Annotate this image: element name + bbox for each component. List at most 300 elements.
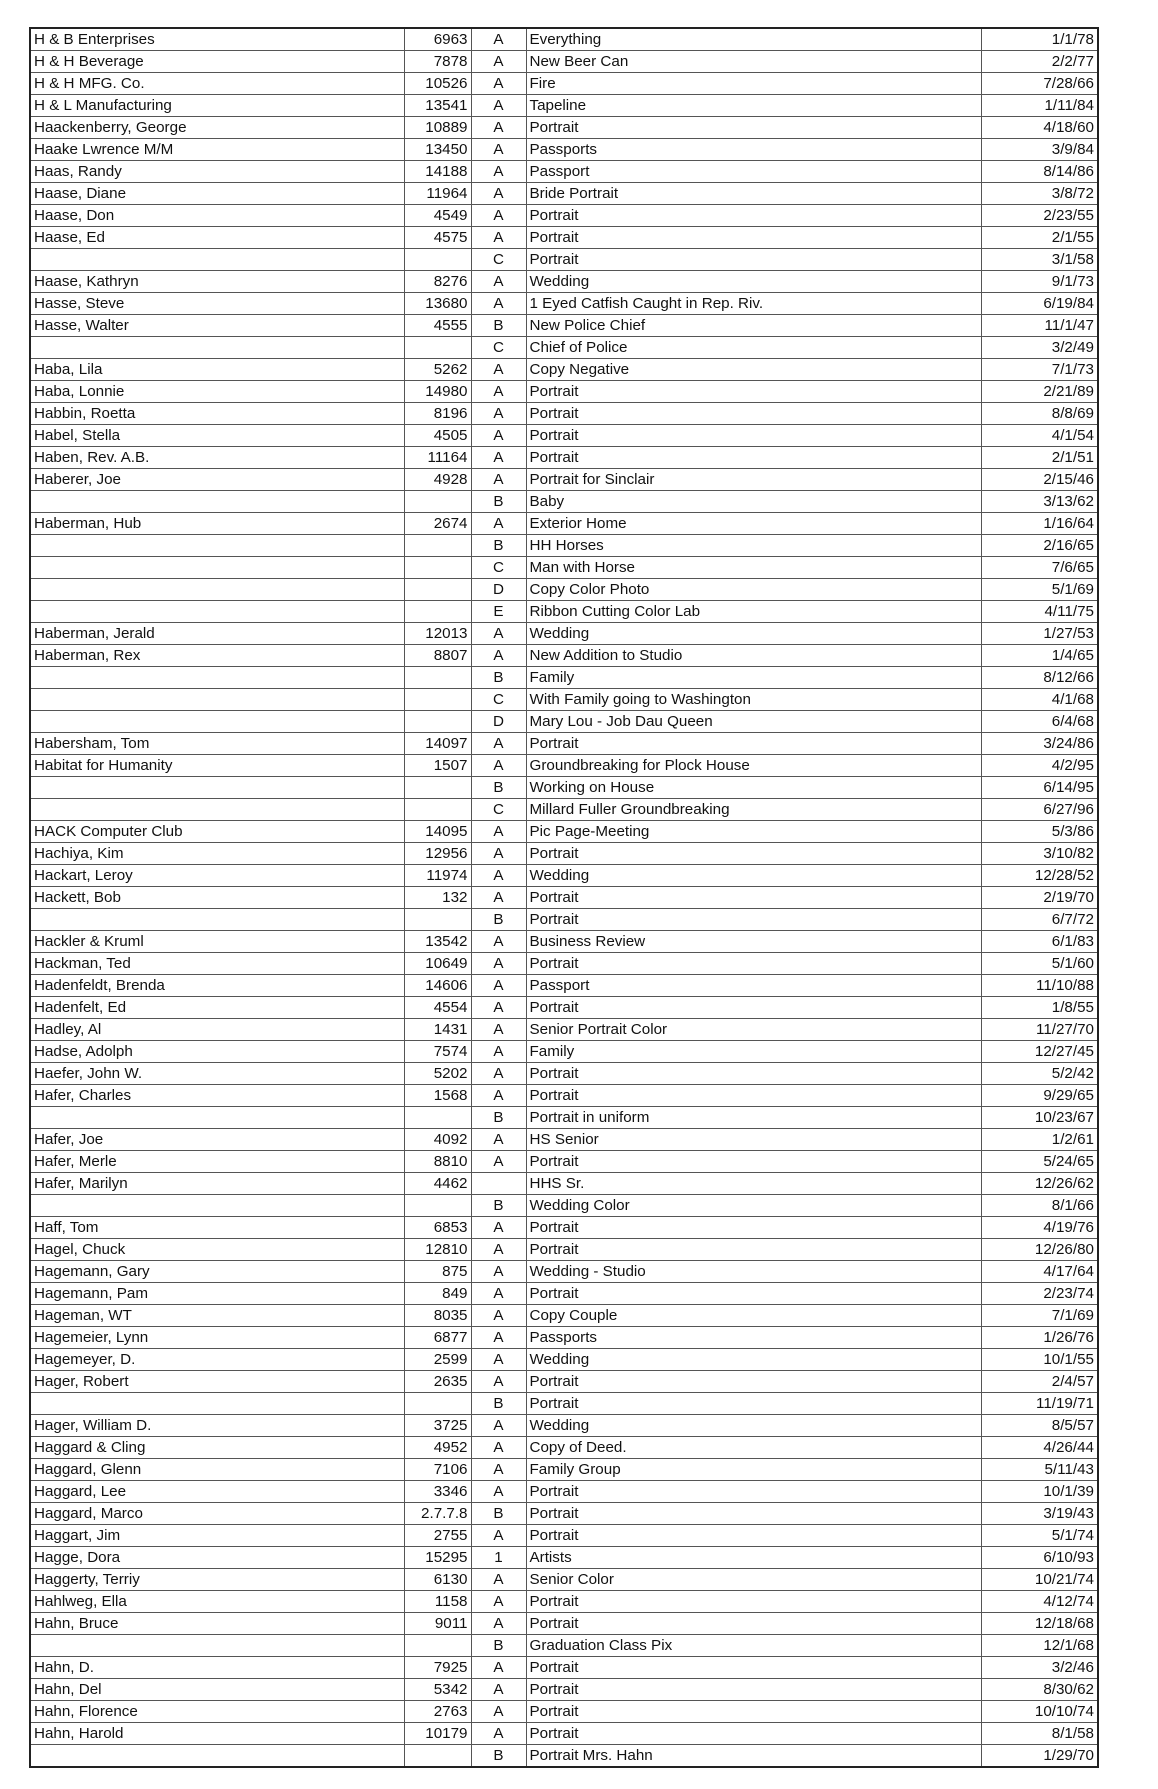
record-date: 1/27/53 [981, 623, 1098, 645]
table-row [30, 601, 1098, 623]
record-letter: 1 [471, 1547, 526, 1569]
table-row [30, 667, 1098, 689]
record-description: Portrait [526, 909, 981, 931]
record-sheet [29, 27, 1097, 1768]
record-description: Portrait [526, 1283, 981, 1305]
record-number: 1158 [404, 1591, 471, 1613]
record-number: 6963 [404, 28, 471, 51]
record-description: Passports [526, 139, 981, 161]
record-date: 2/23/74 [981, 1283, 1098, 1305]
record-number: 7574 [404, 1041, 471, 1063]
record-description: Passport [526, 161, 981, 183]
record-letter: A [471, 623, 526, 645]
record-letter: B [471, 1393, 526, 1415]
record-number: 1568 [404, 1085, 471, 1107]
record-date: 3/2/46 [981, 1657, 1098, 1679]
record-number: 7925 [404, 1657, 471, 1679]
record-name: Haefer, John W. [30, 1063, 404, 1085]
record-date: 5/1/60 [981, 953, 1098, 975]
record-description: Wedding [526, 1415, 981, 1437]
record-description: Family [526, 667, 981, 689]
table-row [30, 1261, 1098, 1283]
record-date: 10/1/55 [981, 1349, 1098, 1371]
record-description: Chief of Police [526, 337, 981, 359]
record-name: Hackart, Leroy [30, 865, 404, 887]
records-table [29, 27, 1099, 1768]
record-date: 12/26/62 [981, 1173, 1098, 1195]
record-description: With Family going to Washington [526, 689, 981, 711]
record-number [404, 667, 471, 689]
record-letter: A [471, 1019, 526, 1041]
table-row [30, 1129, 1098, 1151]
record-name: Haackenberry, George [30, 117, 404, 139]
record-number [404, 1107, 471, 1129]
record-name: Haase, Diane [30, 183, 404, 205]
record-number: 11964 [404, 183, 471, 205]
record-name: Hafer, Joe [30, 1129, 404, 1151]
record-date: 8/12/66 [981, 667, 1098, 689]
table-row [30, 821, 1098, 843]
record-letter: B [471, 777, 526, 799]
table-row [30, 1173, 1098, 1195]
record-name: Hahlweg, Ella [30, 1591, 404, 1613]
record-description: Portrait [526, 117, 981, 139]
record-number: 4462 [404, 1173, 471, 1195]
record-name: Haben, Rev. A.B. [30, 447, 404, 469]
record-letter: A [471, 1349, 526, 1371]
table-row [30, 491, 1098, 513]
record-number: 6877 [404, 1327, 471, 1349]
record-date: 1/16/64 [981, 513, 1098, 535]
record-letter: A [471, 161, 526, 183]
record-letter: B [471, 491, 526, 513]
record-number: 4505 [404, 425, 471, 447]
record-date: 3/24/86 [981, 733, 1098, 755]
record-name: Hagel, Chuck [30, 1239, 404, 1261]
record-number: 14095 [404, 821, 471, 843]
record-description: Portrait [526, 1151, 981, 1173]
record-description: Wedding [526, 1349, 981, 1371]
record-letter: A [471, 425, 526, 447]
record-letter: B [471, 1195, 526, 1217]
record-name: H & B Enterprises [30, 28, 404, 51]
record-letter: A [471, 1371, 526, 1393]
record-date: 10/10/74 [981, 1701, 1098, 1723]
record-description: Portrait Mrs. Hahn [526, 1745, 981, 1768]
record-description: Wedding - Studio [526, 1261, 981, 1283]
record-name: Hadse, Adolph [30, 1041, 404, 1063]
record-description: New Addition to Studio [526, 645, 981, 667]
record-letter: A [471, 821, 526, 843]
record-number: 5202 [404, 1063, 471, 1085]
record-letter: A [471, 1327, 526, 1349]
table-row [30, 315, 1098, 337]
table-row [30, 645, 1098, 667]
record-description: Everything [526, 28, 981, 51]
record-number: 15295 [404, 1547, 471, 1569]
record-date: 4/11/75 [981, 601, 1098, 623]
record-letter: A [471, 1283, 526, 1305]
record-letter: A [471, 403, 526, 425]
record-date: 4/1/68 [981, 689, 1098, 711]
record-date: 12/27/45 [981, 1041, 1098, 1063]
record-name: H & H Beverage [30, 51, 404, 73]
table-row [30, 1217, 1098, 1239]
record-description: Groundbreaking for Plock House [526, 755, 981, 777]
record-letter: A [471, 95, 526, 117]
table-row [30, 843, 1098, 865]
table-row [30, 1547, 1098, 1569]
record-letter: A [471, 931, 526, 953]
record-date: 1/1/78 [981, 28, 1098, 51]
record-number [404, 711, 471, 733]
record-number: 8035 [404, 1305, 471, 1327]
record-description: Portrait [526, 1525, 981, 1547]
record-date: 4/12/74 [981, 1591, 1098, 1613]
record-letter: A [471, 447, 526, 469]
record-letter: A [471, 645, 526, 667]
record-letter: C [471, 557, 526, 579]
table-row [30, 975, 1098, 997]
record-name [30, 689, 404, 711]
record-date: 9/1/73 [981, 271, 1098, 293]
record-name: Haberman, Rex [30, 645, 404, 667]
record-description: Baby [526, 491, 981, 513]
record-date: 7/28/66 [981, 73, 1098, 95]
record-description: Exterior Home [526, 513, 981, 535]
table-row [30, 887, 1098, 909]
record-name: Haase, Kathryn [30, 271, 404, 293]
record-description: Portrait [526, 205, 981, 227]
record-number: 3725 [404, 1415, 471, 1437]
record-letter: A [471, 139, 526, 161]
record-letter: A [471, 1305, 526, 1327]
record-number: 14980 [404, 381, 471, 403]
table-row [30, 1239, 1098, 1261]
record-number: 132 [404, 887, 471, 909]
record-description: Tapeline [526, 95, 981, 117]
record-date: 2/19/70 [981, 887, 1098, 909]
table-row [30, 1349, 1098, 1371]
record-number: 8276 [404, 271, 471, 293]
record-letter: A [471, 1569, 526, 1591]
record-number: 2674 [404, 513, 471, 535]
record-date: 6/27/96 [981, 799, 1098, 821]
record-date: 3/1/58 [981, 249, 1098, 271]
record-date: 1/11/84 [981, 95, 1098, 117]
record-date: 5/24/65 [981, 1151, 1098, 1173]
record-letter: A [471, 205, 526, 227]
record-name [30, 777, 404, 799]
table-row [30, 1041, 1098, 1063]
record-letter: A [471, 1151, 526, 1173]
record-name: Habitat for Humanity [30, 755, 404, 777]
record-letter: B [471, 1635, 526, 1657]
record-name [30, 1195, 404, 1217]
record-name: Haas, Randy [30, 161, 404, 183]
record-name [30, 909, 404, 931]
record-number: 13542 [404, 931, 471, 953]
record-description: Wedding [526, 865, 981, 887]
record-name [30, 491, 404, 513]
record-number: 2599 [404, 1349, 471, 1371]
record-number: 875 [404, 1261, 471, 1283]
table-row [30, 337, 1098, 359]
record-name: H & H MFG. Co. [30, 73, 404, 95]
table-row [30, 909, 1098, 931]
record-date: 1/29/70 [981, 1745, 1098, 1768]
table-row [30, 711, 1098, 733]
record-description: Mary Lou - Job Dau Queen [526, 711, 981, 733]
record-name: H & L Manufacturing [30, 95, 404, 117]
record-description: Portrait [526, 447, 981, 469]
record-number: 5262 [404, 359, 471, 381]
record-letter: D [471, 579, 526, 601]
record-number: 12810 [404, 1239, 471, 1261]
record-number: 4549 [404, 205, 471, 227]
record-letter: A [471, 887, 526, 909]
record-name: Hackman, Ted [30, 953, 404, 975]
record-description: Senior Color [526, 1569, 981, 1591]
record-name: Hackett, Bob [30, 887, 404, 909]
record-description: HHS Sr. [526, 1173, 981, 1195]
record-number: 14097 [404, 733, 471, 755]
record-name: Haggard, Lee [30, 1481, 404, 1503]
record-name: Haberman, Hub [30, 513, 404, 535]
record-name: Hagemann, Gary [30, 1261, 404, 1283]
table-row [30, 623, 1098, 645]
record-number: 5342 [404, 1679, 471, 1701]
record-letter: C [471, 799, 526, 821]
table-row [30, 1657, 1098, 1679]
record-number: 13450 [404, 139, 471, 161]
record-description: Portrait [526, 1723, 981, 1745]
record-name: Hasse, Walter [30, 315, 404, 337]
record-name: Hagemann, Pam [30, 1283, 404, 1305]
record-letter: A [471, 1657, 526, 1679]
record-name: Hager, Robert [30, 1371, 404, 1393]
record-description: Passport [526, 975, 981, 997]
record-number: 12956 [404, 843, 471, 865]
record-name: Hackler & Kruml [30, 931, 404, 953]
record-date: 3/13/62 [981, 491, 1098, 513]
table-row [30, 1019, 1098, 1041]
record-name: Habel, Stella [30, 425, 404, 447]
record-date: 2/23/55 [981, 205, 1098, 227]
record-description: Portrait [526, 1701, 981, 1723]
record-date: 5/1/69 [981, 579, 1098, 601]
record-date: 3/19/43 [981, 1503, 1098, 1525]
table-row [30, 1459, 1098, 1481]
table-row [30, 689, 1098, 711]
table-row [30, 227, 1098, 249]
record-description: Working on House [526, 777, 981, 799]
record-date: 2/21/89 [981, 381, 1098, 403]
table-row [30, 425, 1098, 447]
record-letter: A [471, 51, 526, 73]
record-number: 7106 [404, 1459, 471, 1481]
record-description: Business Review [526, 931, 981, 953]
table-row [30, 997, 1098, 1019]
record-name: Hager, William D. [30, 1415, 404, 1437]
record-letter: E [471, 601, 526, 623]
record-number: 10649 [404, 953, 471, 975]
record-date: 2/4/57 [981, 1371, 1098, 1393]
record-date: 3/9/84 [981, 139, 1098, 161]
record-name [30, 667, 404, 689]
table-row [30, 1085, 1098, 1107]
record-number: 2.7.7.8 [404, 1503, 471, 1525]
record-number: 2635 [404, 1371, 471, 1393]
record-name [30, 1107, 404, 1129]
record-letter: A [471, 1701, 526, 1723]
record-description: Portrait [526, 1657, 981, 1679]
record-name: Habbin, Roetta [30, 403, 404, 425]
record-number: 8807 [404, 645, 471, 667]
record-number: 8810 [404, 1151, 471, 1173]
record-letter: A [471, 1591, 526, 1613]
table-row [30, 1195, 1098, 1217]
record-letter: B [471, 1107, 526, 1129]
record-number [404, 337, 471, 359]
record-description: Portrait [526, 733, 981, 755]
record-name: Hachiya, Kim [30, 843, 404, 865]
record-description: HH Horses [526, 535, 981, 557]
record-letter: A [471, 73, 526, 95]
table-row [30, 403, 1098, 425]
table-row [30, 1613, 1098, 1635]
record-description: Family Group [526, 1459, 981, 1481]
record-date: 3/2/49 [981, 337, 1098, 359]
record-description: Copy of Deed. [526, 1437, 981, 1459]
record-number [404, 557, 471, 579]
record-number: 6853 [404, 1217, 471, 1239]
record-date: 8/30/62 [981, 1679, 1098, 1701]
record-description: Copy Negative [526, 359, 981, 381]
table-row [30, 1503, 1098, 1525]
record-number: 8196 [404, 403, 471, 425]
record-date: 2/1/51 [981, 447, 1098, 469]
table-row [30, 73, 1098, 95]
record-date: 10/1/39 [981, 1481, 1098, 1503]
record-description: Passports [526, 1327, 981, 1349]
table-row [30, 733, 1098, 755]
record-date: 7/1/69 [981, 1305, 1098, 1327]
record-description: Copy Color Photo [526, 579, 981, 601]
record-name: HACK Computer Club [30, 821, 404, 843]
table-row [30, 1635, 1098, 1657]
record-description: Portrait [526, 1217, 981, 1239]
record-number: 12013 [404, 623, 471, 645]
record-date: 2/16/65 [981, 535, 1098, 557]
record-letter: A [471, 975, 526, 997]
table-row [30, 1591, 1098, 1613]
record-letter: A [471, 953, 526, 975]
record-description: Portrait [526, 1239, 981, 1261]
record-description: Portrait [526, 1085, 981, 1107]
record-number: 4555 [404, 315, 471, 337]
record-number: 6130 [404, 1569, 471, 1591]
record-name: Haba, Lonnie [30, 381, 404, 403]
record-name: Hagemeyer, D. [30, 1349, 404, 1371]
record-description: Wedding [526, 271, 981, 293]
record-letter: A [471, 1041, 526, 1063]
table-row [30, 1569, 1098, 1591]
record-number [404, 491, 471, 513]
record-date: 1/2/61 [981, 1129, 1098, 1151]
record-date: 2/1/55 [981, 227, 1098, 249]
record-date: 6/14/95 [981, 777, 1098, 799]
record-name: Hafer, Merle [30, 1151, 404, 1173]
record-number: 10889 [404, 117, 471, 139]
record-name: Haase, Don [30, 205, 404, 227]
record-description: Wedding Color [526, 1195, 981, 1217]
record-description: Portrait [526, 249, 981, 271]
record-number [404, 1195, 471, 1217]
record-description: Senior Portrait Color [526, 1019, 981, 1041]
record-number [404, 1393, 471, 1415]
record-date: 7/1/73 [981, 359, 1098, 381]
record-letter: A [471, 1261, 526, 1283]
table-row [30, 95, 1098, 117]
record-number [404, 689, 471, 711]
record-name: Hagemeier, Lynn [30, 1327, 404, 1349]
record-date: 7/6/65 [981, 557, 1098, 579]
table-row [30, 359, 1098, 381]
record-date: 8/5/57 [981, 1415, 1098, 1437]
record-letter: A [471, 513, 526, 535]
record-description: Portrait [526, 1371, 981, 1393]
table-row [30, 1151, 1098, 1173]
record-description: HS Senior [526, 1129, 981, 1151]
record-letter: A [471, 1085, 526, 1107]
record-description: Portrait [526, 381, 981, 403]
record-name: Hahn, Florence [30, 1701, 404, 1723]
table-row [30, 557, 1098, 579]
table-row [30, 1063, 1098, 1085]
record-name [30, 337, 404, 359]
record-description: Artists [526, 1547, 981, 1569]
table-row [30, 117, 1098, 139]
record-description: Man with Horse [526, 557, 981, 579]
record-date: 2/2/77 [981, 51, 1098, 73]
record-number [404, 799, 471, 821]
record-date: 8/8/69 [981, 403, 1098, 425]
record-name: Haggart, Jim [30, 1525, 404, 1547]
record-name [30, 1745, 404, 1768]
record-letter: A [471, 733, 526, 755]
record-name: Haggerty, Terriy [30, 1569, 404, 1591]
record-letter: A [471, 117, 526, 139]
record-letter: A [471, 293, 526, 315]
record-date: 6/7/72 [981, 909, 1098, 931]
record-name [30, 557, 404, 579]
record-letter: A [471, 1239, 526, 1261]
record-date: 6/19/84 [981, 293, 1098, 315]
record-description: Portrait for Sinclair [526, 469, 981, 491]
table-row [30, 799, 1098, 821]
record-description: Portrait [526, 953, 981, 975]
table-row [30, 953, 1098, 975]
record-number: 7878 [404, 51, 471, 73]
record-letter: A [471, 227, 526, 249]
record-description: Portrait [526, 1063, 981, 1085]
record-date: 8/1/58 [981, 1723, 1098, 1745]
record-date: 8/14/86 [981, 161, 1098, 183]
record-name [30, 711, 404, 733]
record-description: 1 Eyed Catfish Caught in Rep. Riv. [526, 293, 981, 315]
table-row [30, 1437, 1098, 1459]
